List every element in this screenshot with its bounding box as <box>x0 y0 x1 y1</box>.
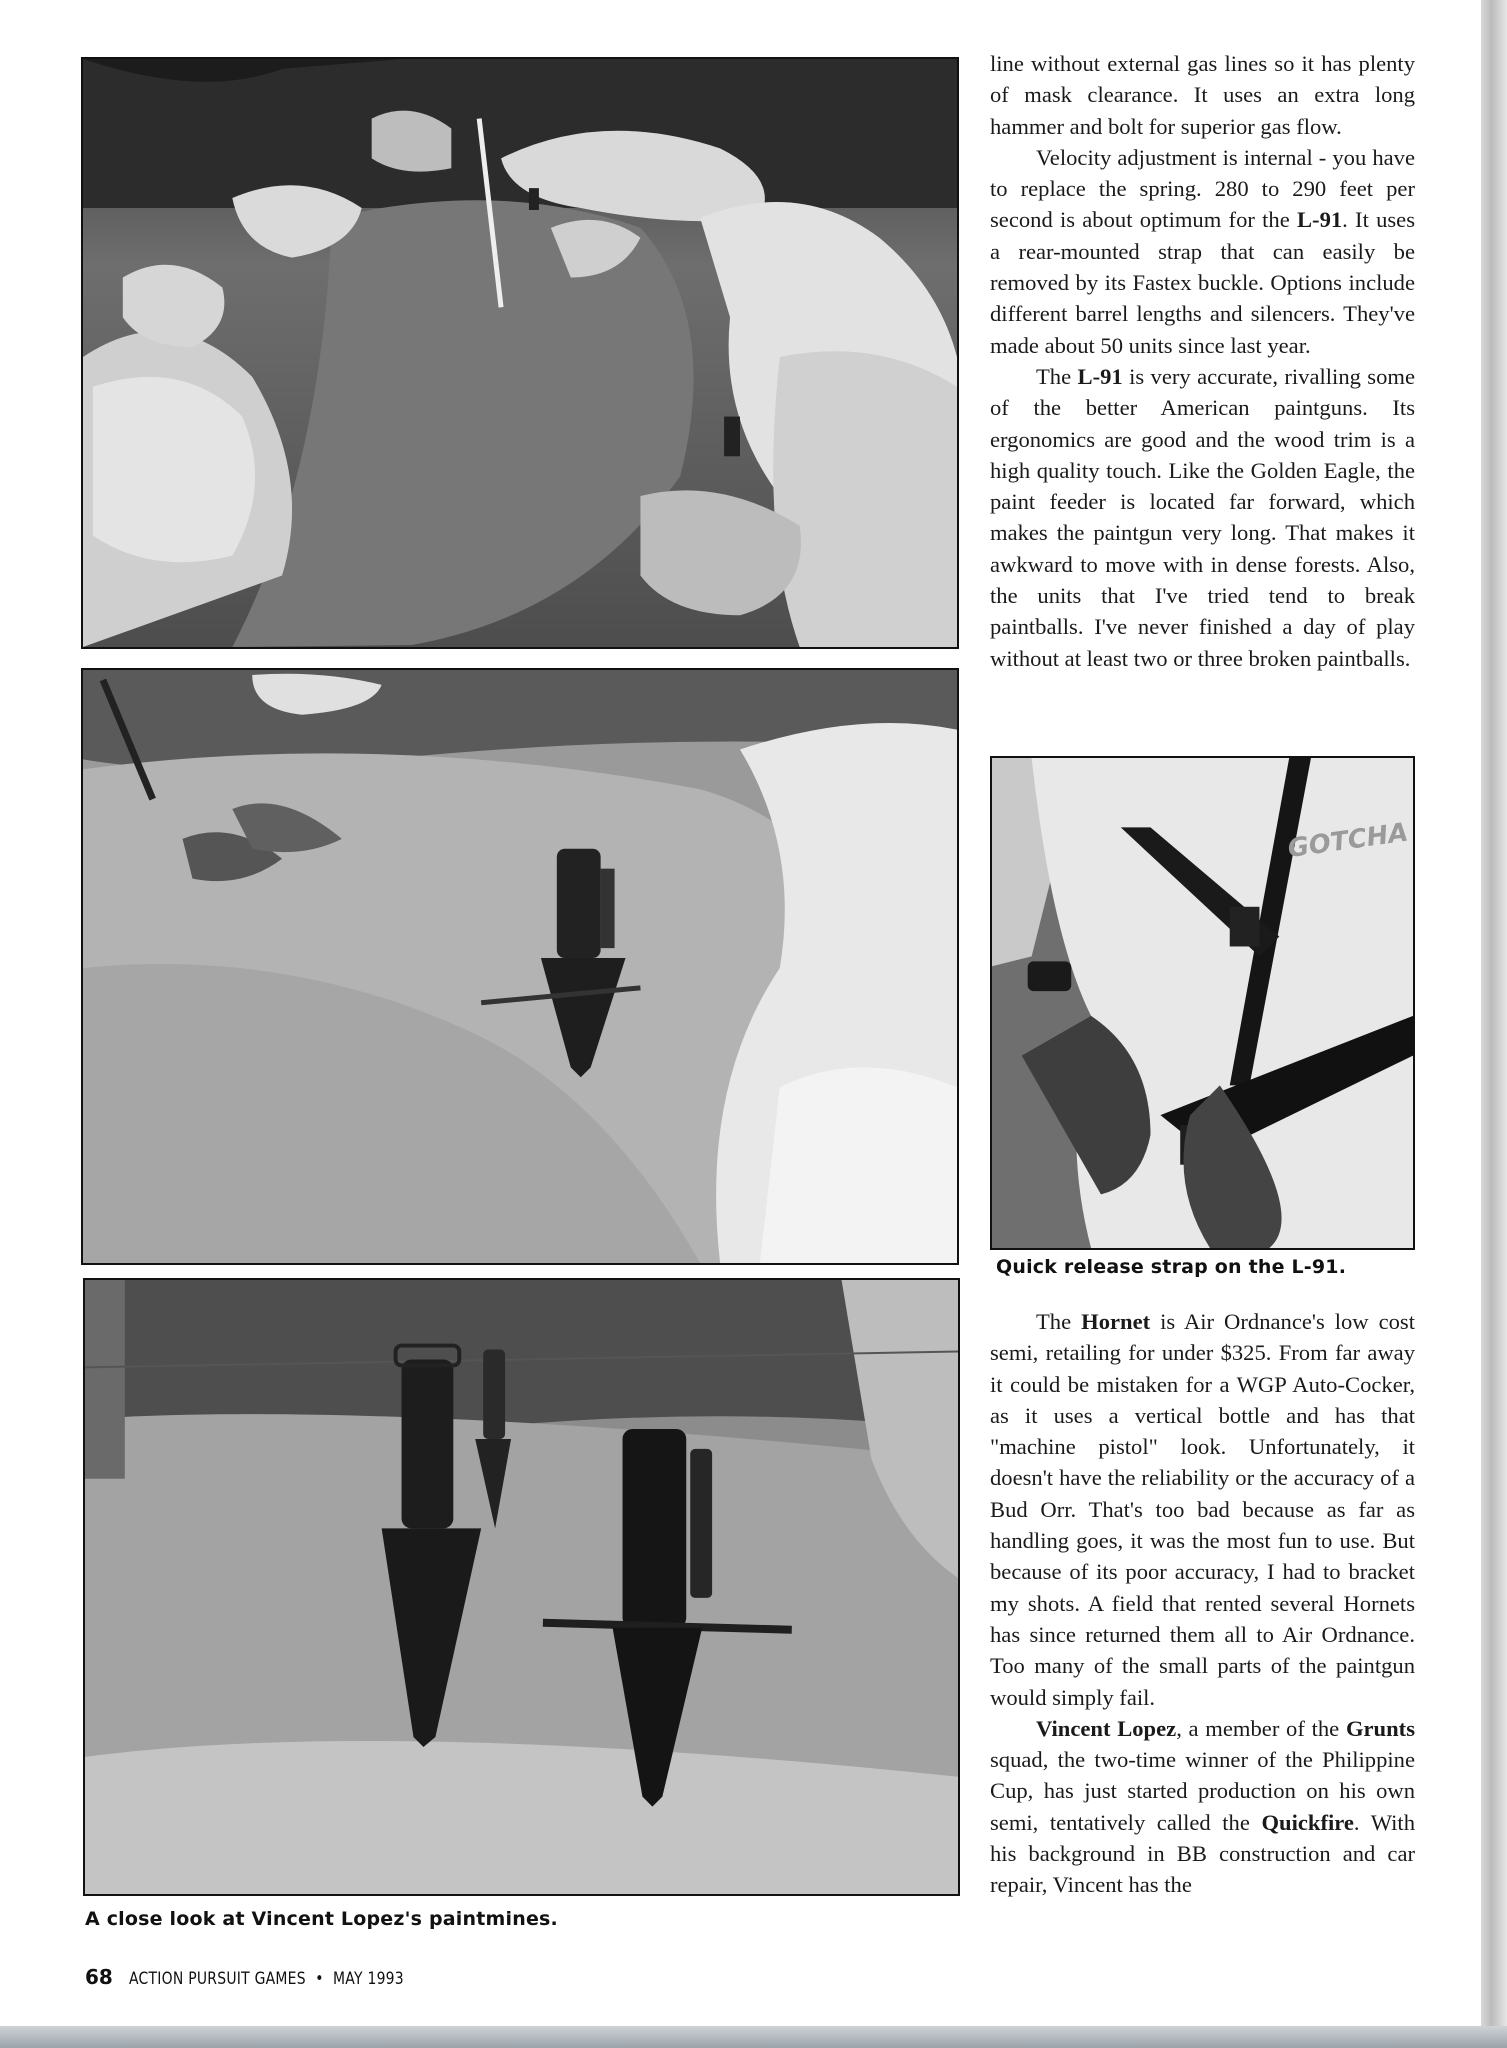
paragraph-text: squad, the two-time winner of the Philippine Cup, has just started production on his own semi, tentatively called the <box>990 1747 1415 1835</box>
page-footer <box>85 1965 464 1989</box>
bold-term: L-91 <box>1077 363 1123 389</box>
paragraph-text: . It uses a rear-mounted strap that can easily be removed by its Fastex buckle. Options include different barrel lengths and silencers. They've made about 50 units since last year. <box>990 207 1415 358</box>
sandbag-trench-photo <box>81 57 959 649</box>
paragraph-text: is Air Ordnance's low cost semi, retailing for under $325. From far away it could be mistaken for a WGP Auto-Cocker, as it uses a vertical bottle and has that "machine pistol" look. Unfortunately, it doesn't have the reliability or the accuracy of a Bud Orr. That's too bad because as far as handling goes, it was the most fun to use. But because of its poor accuracy, I had to bracket my shots. A field that rented several Hornets has since returned them all to Air Ordnance. Too many of the small parts of the paintgun would simply fail. <box>990 1309 1415 1710</box>
page-edge-shadow <box>1481 0 1507 2048</box>
paragraph-text: line without external gas lines so it has plenty of mask clearance. It uses an extra long hammer and bolt for superior gas flow. <box>990 51 1415 139</box>
paragraph-text: Velocity adjustment is internal - you have to replace the spring. 280 to 290 feet per second is about optimum for the <box>990 144 1415 233</box>
paragraph-text: is very accurate, rivalling some of the better American paintguns. Its ergonomics are good and the wood trim is a high quality touch. Like the Golden Eagle, the paint feeder is located far forward, which makes the paintgun very long. That makes it awkward to move with in dense forests. Also, the units that I've tried tend to break paintballs. I've never finished a day of play without at least two or three broken paintballs. <box>990 363 1415 671</box>
article-paragraph <box>990 142 1415 361</box>
bold-term: Quickfire <box>1261 1809 1354 1835</box>
scan-bottom-edge <box>0 2026 1507 2048</box>
article-paragraph <box>990 1306 1415 1713</box>
paintmine-photo <box>81 668 959 1265</box>
issue-date: MAY 1993 <box>332 1969 404 1989</box>
article-column-bottom <box>990 1306 1415 1901</box>
article-paragraph <box>990 361 1415 674</box>
shirt-logo-text: GOTCHA <box>1285 817 1410 865</box>
bold-term: Vincent Lopez <box>1036 1715 1177 1741</box>
article-paragraph <box>990 48 1415 142</box>
article-paragraph <box>990 1713 1415 1901</box>
footer-separator: • <box>314 1969 324 1989</box>
paintmines-closeup-photo <box>83 1278 960 1896</box>
page-number: 68 <box>85 1965 113 1989</box>
paragraph-text: The <box>1036 363 1078 389</box>
shoulder-strap-photo <box>990 756 1415 1250</box>
paragraph-text: . With his background in BB construction and car repair, Vincent has the <box>990 1809 1415 1898</box>
strap-photo-caption: Quick release strap on the L-91. <box>996 1256 1347 1278</box>
footer-magazine-line <box>129 1969 404 1989</box>
paragraph-text: The <box>1036 1309 1082 1334</box>
article-column-top <box>990 48 1415 674</box>
paragraph-text: , a member of the <box>1176 1715 1346 1741</box>
paintmines-photo-caption: A close look at Vincent Lopez's paintmines. <box>85 1908 558 1930</box>
bold-term: Grunts <box>1345 1715 1415 1741</box>
magazine-name: ACTION PURSUIT GAMES <box>128 1969 306 1989</box>
bold-term: Hornet <box>1081 1309 1151 1334</box>
bold-term: L-91 <box>1296 207 1343 233</box>
